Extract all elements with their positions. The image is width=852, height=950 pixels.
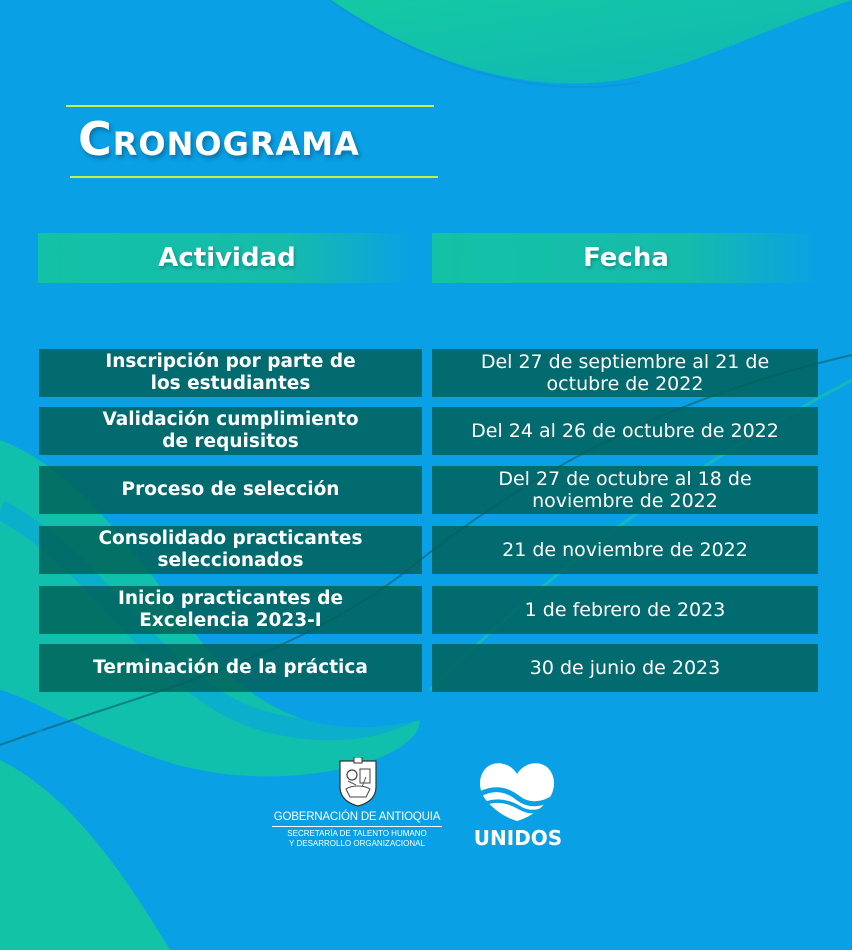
header-date: Fecha (432, 233, 820, 283)
title-rule-top (66, 105, 434, 107)
table-row-date: 21 de noviembre de 2022 (432, 526, 818, 574)
gobernacion-subtitle-1: SECRETARÍA DE TALENTO HUMANO (287, 829, 427, 838)
gobernacion-divider (272, 826, 442, 827)
table-row-date: Del 27 de septiembre al 21 de octubre de 2022 (432, 349, 818, 397)
gobernacion-name: GOBERNACIÓN DE ANTIOQUIA (273, 811, 441, 823)
table-row-activity: Inscripción por parte de los estudiantes (39, 349, 422, 397)
table-row-activity: Consolidado practicantes seleccionados (39, 526, 422, 574)
unidos-wordmark: UNIDOS (473, 826, 563, 850)
table-row-activity: Validación cumplimiento de requisitos (39, 407, 422, 455)
table-row-activity: Terminación de la práctica (39, 644, 422, 692)
page-title: Cronograma (78, 112, 360, 166)
table-row-activity: Inicio practicantes de Excelencia 2023-I (39, 586, 422, 634)
coat-of-arms-icon (336, 757, 380, 807)
header-activity: Actividad (38, 233, 416, 283)
unidos-heart-icon (476, 760, 558, 822)
gobernacion-subtitle-2: Y DESARROLLO ORGANIZACIONAL (289, 839, 425, 848)
table-row-activity: Proceso de selección (39, 466, 422, 514)
table-row-date: 1 de febrero de 2023 (432, 586, 818, 634)
table-row-date: 30 de junio de 2023 (432, 644, 818, 692)
table-row-date: Del 24 al 26 de octubre de 2022 (432, 407, 818, 455)
table-row-date: Del 27 de octubre al 18 de noviembre de 2022 (432, 466, 818, 514)
title-rule-bottom (70, 176, 438, 178)
